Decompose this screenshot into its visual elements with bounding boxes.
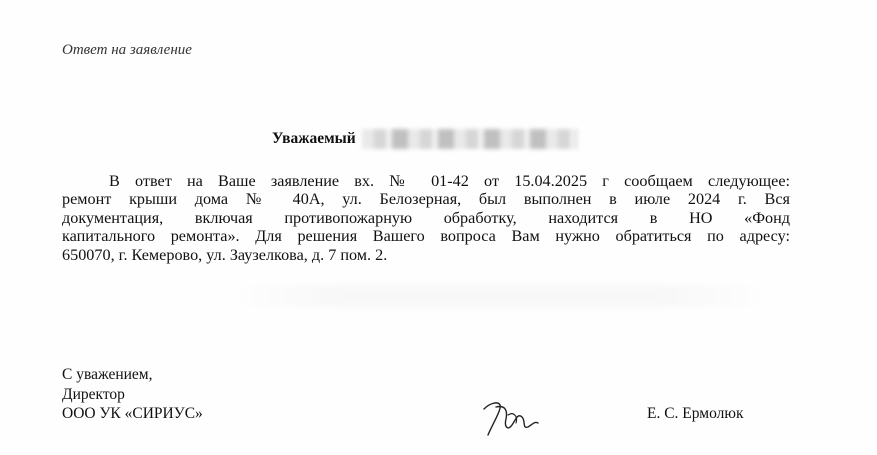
body-line: ремонт крыши дома № 40А, ул. Белозерная, был выполнен в июле 2024 г. Вся: [62, 190, 790, 209]
body-line: документация, включая противопожарную обработку, находится в НО «Фонд: [62, 208, 790, 227]
closing-regards: С уважением,: [62, 366, 153, 383]
redacted-name: [362, 129, 577, 149]
closing-position: Директор: [62, 385, 125, 403]
body-line: В ответ на Ваше заявление вх. № 01-42 от 15.04.2025 г сообщаем следующее:: [109, 172, 790, 190]
header-note: Ответ на заявление: [62, 42, 192, 58]
closing-organization: ООО УК «СИРИУС»: [62, 405, 203, 422]
handwritten-signature: [478, 395, 548, 440]
salutation: [272, 129, 577, 149]
body-line: 650070, г. Кемерово, ул. Заузелкова, д. 7 пом. 2.: [62, 245, 388, 264]
closing-block: [62, 365, 203, 424]
faint-background-mark: [230, 285, 770, 307]
signer-name: Е. С. Ермолюк: [647, 405, 744, 422]
letter-body: [62, 172, 790, 264]
body-line: капитального ремонта». Для решения Вашего вопроса Вам нужно обратиться по адресу:: [62, 227, 790, 246]
salutation-text: Уважаемый: [272, 130, 356, 147]
